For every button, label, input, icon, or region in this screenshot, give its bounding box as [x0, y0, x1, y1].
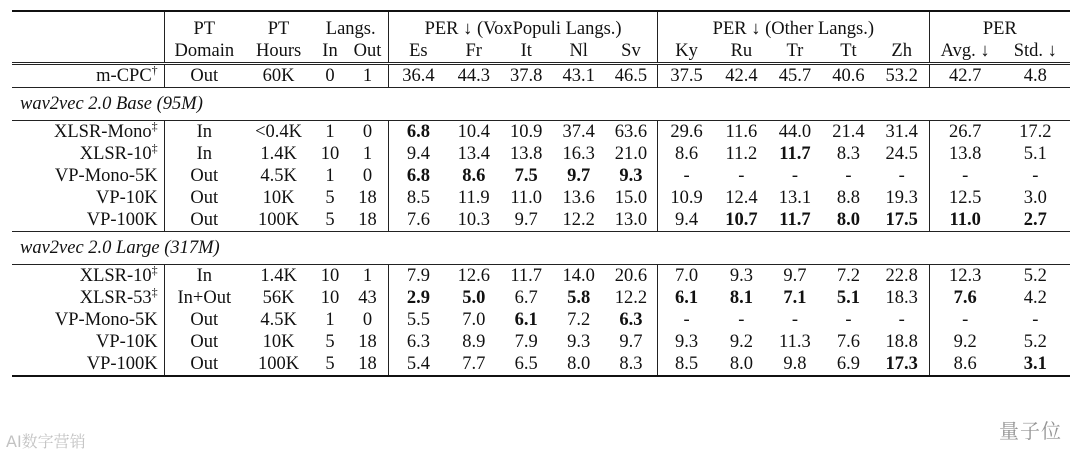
model-name: [12, 331, 164, 353]
best-value: 5.0: [462, 288, 486, 308]
table-cell: -: [791, 166, 798, 186]
section-header-row: [12, 232, 1070, 265]
table-cell: [389, 165, 448, 187]
model-name-text: VP-10K: [96, 188, 158, 208]
header-col-4: Es: [409, 41, 428, 61]
best-value: 17.3: [885, 354, 918, 374]
best-value: 8.0: [836, 210, 860, 230]
table-cell: [448, 165, 500, 187]
table-cell: 11.6: [715, 121, 767, 144]
header-col-13: Zh: [875, 40, 930, 64]
table-cell: 4.8: [1001, 64, 1070, 88]
table-cell: 26.7: [929, 121, 1000, 144]
table-cell: 7.0: [462, 310, 486, 330]
table-cell: 5.4: [389, 353, 448, 376]
table-cell: [552, 287, 604, 309]
table-cell: 44.0: [768, 121, 823, 144]
table-cell: -: [875, 309, 930, 331]
table-cell: <0.4K: [244, 121, 313, 144]
model-name-text: XLSR-Mono: [54, 122, 152, 142]
table-cell: 10K: [262, 188, 295, 208]
table-cell: -: [962, 310, 969, 330]
table-cell: 43: [347, 287, 389, 309]
table-cell: [768, 209, 823, 232]
best-value: 11.7: [779, 144, 811, 164]
table-cell: 18: [347, 209, 389, 232]
table-cell: Out: [190, 188, 219, 208]
header-row-2: [12, 40, 1070, 64]
table-cell: 12.3: [929, 265, 1000, 288]
model-name: [12, 165, 164, 187]
header-model-blank-2: [12, 40, 164, 64]
table-cell: 8.6: [674, 144, 699, 164]
table-cell: 10K: [262, 332, 295, 352]
table-cell: 11.2: [725, 144, 758, 164]
table-cell: 18: [347, 353, 389, 376]
per-results-table: [12, 10, 1070, 377]
header-langs: Langs.: [313, 11, 389, 40]
table-cell: 9.3: [567, 332, 591, 352]
table-cell: 31.4: [875, 121, 930, 144]
table-cell: -: [962, 166, 969, 186]
table-cell: Out: [164, 64, 244, 88]
best-value: 10.7: [725, 210, 758, 230]
header-model-blank: [12, 11, 164, 40]
header-col-6: It: [520, 41, 532, 61]
table-cell: 7.6: [406, 210, 430, 230]
model-footnote-mark: ‡: [151, 263, 158, 277]
table-row: [12, 143, 1070, 165]
table-cell: [875, 353, 930, 376]
table-cell: Out: [190, 310, 219, 330]
table-cell: 24.5: [875, 143, 930, 165]
best-value: 9.3: [619, 166, 643, 186]
table-row: [12, 165, 1070, 187]
table-cell: 4.2: [1023, 288, 1047, 308]
table-cell: Out: [190, 210, 219, 230]
table-cell: In+Out: [177, 288, 232, 308]
table-row: [12, 353, 1070, 376]
header-col-8: Sv: [605, 40, 658, 64]
table-cell: 8.5: [406, 188, 430, 208]
table-cell: 13.8: [948, 144, 982, 164]
best-value: 6.8: [406, 166, 430, 186]
header-per: PER: [929, 11, 1070, 40]
table-cell: 37.5: [657, 64, 715, 88]
table-cell: 6.5: [500, 353, 552, 376]
table-cell: 10.3: [457, 210, 490, 230]
header-pt-hours-top: PT: [244, 11, 313, 40]
best-value: 7.6: [953, 288, 977, 308]
table-cell: [389, 121, 448, 144]
table-cell: [1001, 209, 1070, 232]
table-cell: [768, 287, 823, 309]
table-row: [12, 64, 1070, 88]
header-col-0: Domain: [174, 41, 235, 61]
table-cell: 11.0: [510, 188, 543, 208]
best-value: 11.7: [779, 210, 811, 230]
table-cell: 18: [347, 331, 389, 353]
table-cell: 0: [347, 165, 389, 187]
table-cell: [500, 309, 552, 331]
table-cell: 0: [347, 309, 389, 331]
table-cell: 13.6: [562, 188, 595, 208]
table-cell: [822, 287, 874, 309]
table-row: [12, 187, 1070, 209]
model-name-text: VP-100K: [86, 210, 158, 230]
table-cell: 8.0: [552, 353, 604, 376]
watermark-left: AI数字营销: [6, 432, 86, 451]
best-value: 2.9: [406, 288, 430, 308]
table-cell: [768, 143, 823, 165]
header-other-langs: PER ↓ (Other Langs.): [657, 11, 929, 40]
table-cell: 63.6: [605, 121, 658, 144]
table-cell: 8.3: [836, 144, 860, 164]
table-row: [12, 265, 1070, 288]
table-cell: 22.8: [875, 265, 930, 288]
model-name-text: XLSR-53: [79, 288, 152, 308]
header-col-1: Hours: [255, 41, 302, 61]
table-cell: 9.3: [674, 332, 699, 352]
table-cell: 1: [347, 64, 389, 88]
table-cell: 42.4: [715, 64, 767, 88]
table-cell: 5: [313, 353, 347, 376]
table-cell: 21.0: [605, 143, 658, 165]
header-pt-domain-top: PT: [164, 11, 244, 40]
model-name: [12, 287, 164, 309]
table-row: [12, 287, 1070, 309]
table-cell: 9.8: [768, 353, 823, 376]
table-cell: 0: [347, 121, 389, 144]
table-cell: 1.4K: [260, 144, 297, 164]
table-cell: 12.2: [562, 210, 595, 230]
table-cell: [448, 287, 500, 309]
table-cell: 45.7: [768, 64, 823, 88]
table-cell: 5.5: [406, 310, 430, 330]
table-cell: 1: [347, 265, 389, 288]
table-cell: 1: [347, 143, 389, 165]
model-name: [12, 121, 164, 144]
best-value: 6.1: [674, 288, 699, 308]
best-value: 11.0: [949, 210, 981, 230]
table-cell: 6.7: [514, 288, 538, 308]
table-cell: 7.2: [567, 310, 591, 330]
model-footnote-mark: ‡: [151, 141, 158, 155]
table-cell: -: [845, 166, 852, 186]
table-cell: 100K: [258, 210, 300, 230]
table-cell: 13.4: [457, 144, 490, 164]
best-value: 7.5: [514, 166, 538, 186]
table-row: [12, 309, 1070, 331]
table-cell: 12.5: [948, 188, 982, 208]
table-cell: 9.7: [605, 331, 658, 353]
table-cell: 8.0: [715, 353, 767, 376]
table-cell: 10: [313, 265, 347, 288]
best-value: 7.1: [783, 288, 807, 308]
table-cell: [929, 209, 1000, 232]
table-cell: 1: [313, 121, 347, 144]
table-header: [12, 11, 1070, 64]
table-cell: 9.7: [514, 210, 538, 230]
table-cell: 12.2: [605, 287, 658, 309]
table-cell: [875, 209, 930, 232]
best-value: 6.3: [619, 310, 643, 330]
table-cell: -: [683, 310, 690, 330]
table-cell: 9.4: [674, 210, 699, 230]
header-col-14: Avg. ↓: [940, 41, 990, 61]
best-value: 9.7: [567, 166, 591, 186]
model-name-text: VP-Mono-5K: [54, 166, 158, 186]
table-cell: 10.9: [670, 188, 703, 208]
best-value: 5.1: [836, 288, 860, 308]
section-header-row: [12, 88, 1070, 121]
table-cell: 5.2: [1001, 265, 1070, 288]
table-cell: 53.2: [875, 64, 930, 88]
watermark-logo: 量子位: [999, 419, 1062, 443]
model-name: [12, 187, 164, 209]
table-cell: 8.3: [605, 353, 658, 376]
table-cell: -: [791, 310, 798, 330]
header-col-3: Out: [347, 40, 389, 64]
best-value: 6.1: [514, 310, 538, 330]
table-cell: In: [196, 144, 213, 164]
model-name: [12, 353, 164, 376]
table-cell: 6.9: [822, 353, 874, 376]
table-cell: 7.0: [657, 265, 715, 288]
best-value: 8.1: [729, 288, 753, 308]
table-cell: 12.4: [725, 188, 758, 208]
best-value: 17.5: [885, 210, 918, 230]
header-col-7: Nl: [569, 41, 588, 61]
table-cell: In: [164, 265, 244, 288]
table-cell: -: [738, 310, 745, 330]
header-col-2: In: [322, 41, 338, 61]
table-cell: 7.9: [389, 265, 448, 288]
table-cell: [1001, 353, 1070, 376]
table-cell: 8.6: [929, 353, 1000, 376]
best-value: 6.8: [406, 122, 430, 142]
model-name-text: m-CPC: [96, 66, 152, 86]
table-cell: 14.0: [552, 265, 604, 288]
model-name-text: VP-100K: [86, 354, 158, 374]
table-cell: 7.6: [836, 332, 860, 352]
table-cell: [657, 287, 715, 309]
best-value: 2.7: [1023, 210, 1047, 230]
table-cell: [929, 287, 1000, 309]
table-cell: Out: [190, 332, 219, 352]
table-cell: 42.7: [929, 64, 1000, 88]
table-cell: [500, 165, 552, 187]
model-footnote-mark: ‡: [151, 119, 158, 133]
table-cell: 5.1: [1023, 144, 1047, 164]
table-cell: 5: [325, 332, 335, 352]
table-cell: [715, 287, 767, 309]
table-cell: 36.4: [389, 64, 448, 88]
table-cell: -: [1032, 310, 1039, 330]
table-cell: [605, 309, 658, 331]
best-value: 8.6: [462, 166, 486, 186]
best-value: 5.8: [567, 288, 591, 308]
model-name: [12, 143, 164, 165]
table-cell: [552, 165, 604, 187]
table-cell: [605, 165, 658, 187]
table-cell: 37.8: [500, 64, 552, 88]
table-cell: 11.9: [457, 188, 490, 208]
table-cell: 12.6: [448, 265, 500, 288]
table-row: [12, 331, 1070, 353]
model-name-text: VP-10K: [96, 332, 158, 352]
table-cell: 7.7: [448, 353, 500, 376]
table-cell: 9.2: [729, 332, 753, 352]
table-cell: 4.5K: [260, 310, 297, 330]
table-cell: 18: [347, 187, 389, 209]
table-cell: [822, 209, 874, 232]
header-col-5: Fr: [465, 41, 482, 61]
table-cell: 0: [313, 64, 347, 88]
model-name-text: XLSR-10: [79, 266, 152, 286]
table-cell: 9.4: [406, 144, 430, 164]
table-cell: 1.4K: [244, 265, 313, 288]
table-cell: 10: [320, 144, 340, 164]
table-cell: 100K: [244, 353, 313, 376]
table-cell: 13.1: [778, 188, 812, 208]
table-cell: 60K: [244, 64, 313, 88]
table-cell: 13.0: [605, 209, 658, 232]
table-cell: 10.4: [448, 121, 500, 144]
table-cell: 10: [320, 288, 340, 308]
table-cell: 5: [325, 210, 335, 230]
table-cell: 44.3: [448, 64, 500, 88]
table-cell: 7.9: [514, 332, 538, 352]
model-footnote-mark: ‡: [151, 285, 158, 299]
model-name: [12, 265, 164, 288]
table-cell: 40.6: [822, 64, 874, 88]
table-cell: 8.9: [462, 332, 486, 352]
table-cell: 46.5: [605, 64, 658, 88]
table-cell: 18.3: [875, 287, 930, 309]
header-col-15: Std. ↓: [1013, 41, 1057, 61]
table-cell: Out: [190, 166, 219, 186]
table-cell: 17.2: [1001, 121, 1070, 144]
table-cell: 4.5K: [260, 166, 297, 186]
table-cell: 20.6: [605, 265, 658, 288]
table-cell: 16.3: [562, 144, 595, 164]
header-col-12: Tt: [840, 41, 857, 61]
table-row: [12, 209, 1070, 232]
table-cell: 37.4: [552, 121, 604, 144]
table-cell: 11.7: [500, 265, 552, 288]
table-cell: 8.8: [836, 188, 860, 208]
table-cell: 21.4: [822, 121, 874, 144]
table-cell: In: [164, 121, 244, 144]
model-name: [12, 309, 164, 331]
table-cell: 5.2: [1023, 332, 1047, 352]
table-cell: 19.3: [875, 187, 930, 209]
model-footnote-mark: †: [151, 63, 158, 77]
table-cell: 11.3: [779, 332, 811, 352]
table-body: [12, 64, 1070, 377]
section-title: wav2vec 2.0 Large (317M): [12, 232, 1070, 265]
table-cell: -: [1032, 166, 1039, 186]
table-cell: -: [875, 165, 930, 187]
header-voxpopuli-langs: PER ↓ (VoxPopuli Langs.): [389, 11, 658, 40]
table-cell: 10.9: [500, 121, 552, 144]
table-cell: 5: [325, 188, 335, 208]
table-cell: 7.2: [822, 265, 874, 288]
table-cell: 43.1: [552, 64, 604, 88]
best-value: 3.1: [1023, 354, 1047, 374]
table-cell: 56K: [262, 288, 295, 308]
model-name-text: XLSR-10: [79, 144, 152, 164]
table-cell: 1: [325, 166, 335, 186]
table-cell: 18.8: [875, 331, 930, 353]
table-cell: 15.0: [605, 187, 658, 209]
results-table-figure: [12, 10, 1070, 377]
table-cell: 29.6: [657, 121, 715, 144]
table-cell: [715, 209, 767, 232]
table-cell: -: [845, 310, 852, 330]
table-cell: -: [683, 166, 690, 186]
table-cell: 9.7: [768, 265, 823, 288]
table-cell: -: [738, 166, 745, 186]
section-title: wav2vec 2.0 Base (95M): [12, 88, 1070, 121]
header-col-10: Ru: [730, 41, 753, 61]
table-cell: 6.3: [406, 332, 430, 352]
table-cell: 3.0: [1023, 188, 1047, 208]
table-cell: Out: [164, 353, 244, 376]
model-name-text: VP-Mono-5K: [54, 310, 158, 330]
table-cell: 9.2: [953, 332, 977, 352]
table-cell: 9.3: [715, 265, 767, 288]
model-name: [12, 209, 164, 232]
header-col-9: Ky: [675, 41, 698, 61]
table-cell: [389, 287, 448, 309]
table-cell: 13.8: [510, 144, 543, 164]
table-cell: 1: [325, 310, 335, 330]
table-row: [12, 121, 1070, 144]
table-cell: 8.5: [657, 353, 715, 376]
header-col-11: Tr: [786, 41, 804, 61]
model-name: [12, 64, 164, 88]
